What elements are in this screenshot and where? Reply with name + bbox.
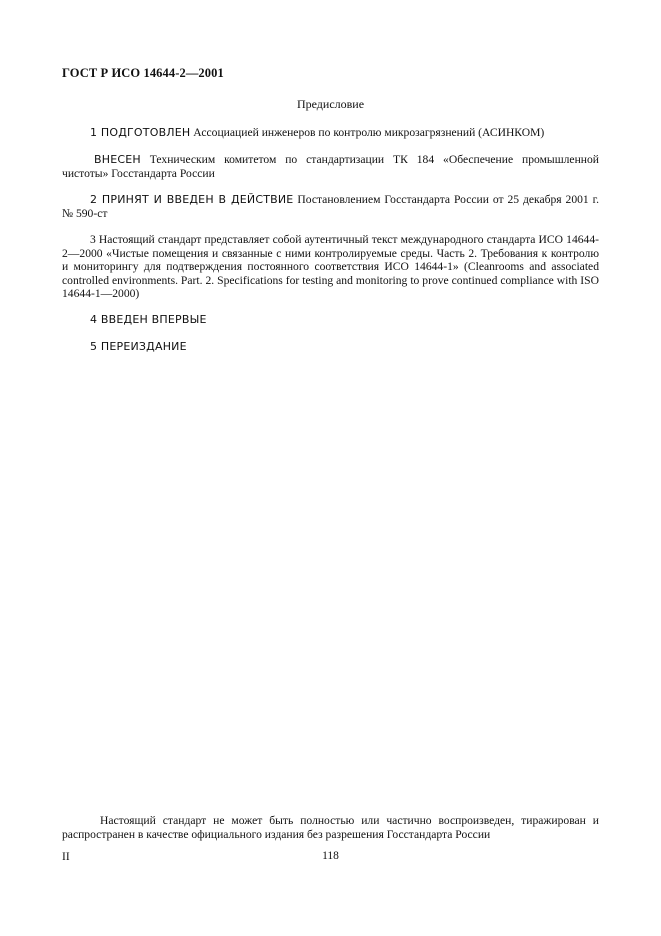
preface-item-1-caps: 1 ПОДГОТОВЛЕН <box>90 126 191 139</box>
preface-item-2 <box>62 193 599 220</box>
preface-item-2-text: Постановлением Госстандарта России от 25 декабря 2001 г. № 590-ст <box>62 193 599 220</box>
preface-title: Предисловие <box>296 97 365 111</box>
document-header: ГОСТ Р ИСО 14644-2—2001 <box>62 66 224 80</box>
copyright-note-text: Настоящий стандарт не может быть полностью или частично воспроизведен, тиражирован и распространен в качестве официального издания без разрешения Госстандарта России <box>62 814 599 841</box>
preface-item-4-caps: 4 ВВЕДЕН ВПЕРВЫЕ <box>90 313 207 326</box>
preface-item-1-introduced <box>62 153 599 180</box>
page-number: 118 <box>322 850 339 862</box>
preface-item-1 <box>62 126 599 140</box>
copyright-note <box>62 814 599 842</box>
preface-item-1b-text: Техническим комитетом по стандартизации ТК 184 «Обеспечение промышленной чистоты» Госстандарта России <box>62 153 599 180</box>
preface-item-1-text: Ассоциацией инженеров по контролю микрозагрязнений (АСИНКОМ) <box>190 126 545 139</box>
preface-item-3-text: 3 Настоящий стандарт представляет собой аутентичный текст международного стандарта ИСО 14644-2—2000 «Чистые помещения и связанные с ними контролируемые среды. Часть 2. Требования к контролю и мониторингу для подтверждения постоянного соответствия ИСО 14644-1» (Cleanrooms and associated controlled environments. Part. 2. Specifications for testing and monitoring to prove continued compliance with ISO 14644-1—2000) <box>62 233 599 301</box>
roman-page-number: II <box>62 851 70 863</box>
preface-item-5-caps: 5 ПЕРЕИЗДАНИЕ <box>90 340 187 353</box>
preface-item-4 <box>62 313 599 327</box>
preface-item-5 <box>62 340 599 354</box>
preface-item-2-caps: 2 ПРИНЯТ И ВВЕДЕН В ДЕЙСТВИЕ <box>90 193 294 206</box>
preface-item-3 <box>62 233 599 301</box>
preface-item-1b-caps: ВНЕСЕН <box>94 153 141 166</box>
